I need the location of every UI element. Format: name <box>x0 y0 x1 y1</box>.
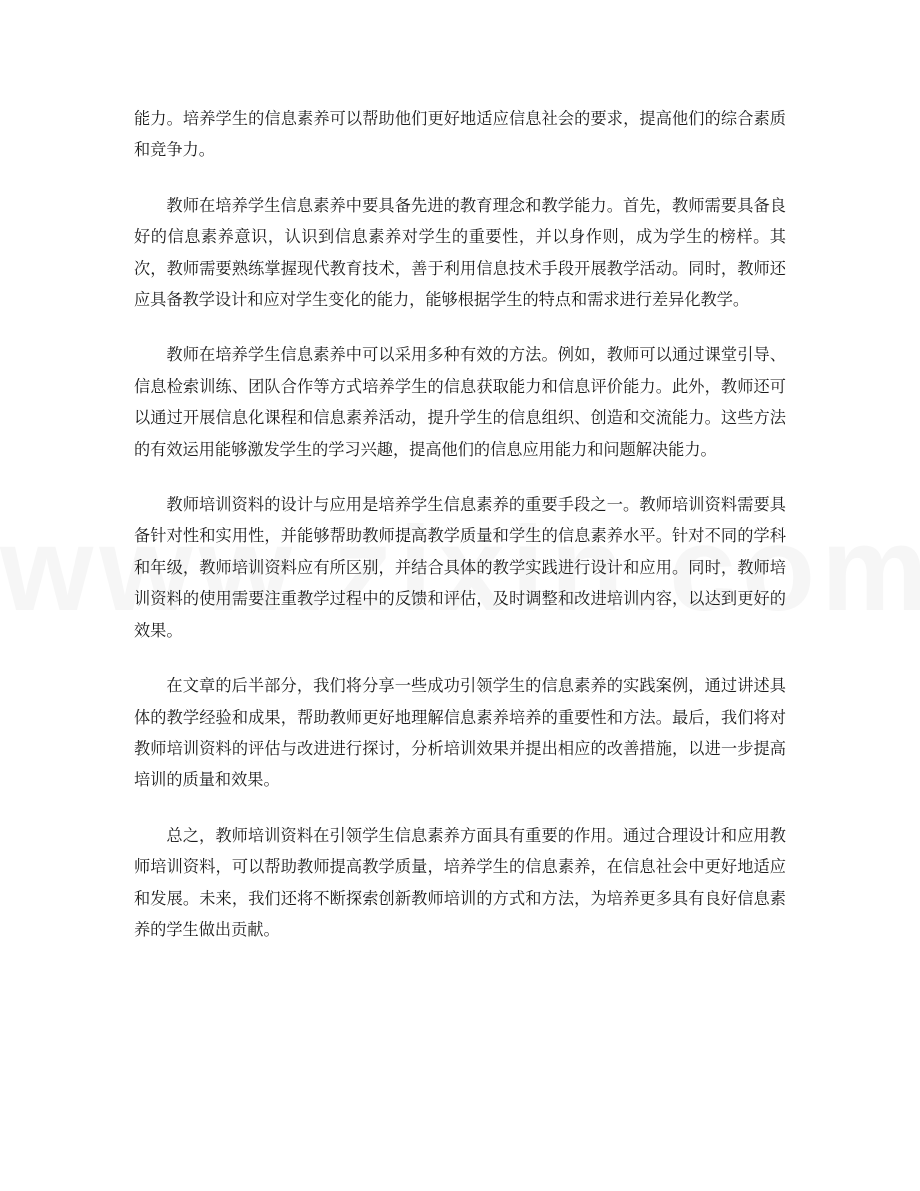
paragraph-training-materials: 教师培训资料的设计与应用是培养学生信息素养的重要手段之一。教师培训资料需要具备针对性和实用性，并能够帮助教师提高教学质量和学生的信息素养水平。针对不同的学科和年级，教师培训资料应有所区别，并结合具体的教学实践进行设计和应用。同时，教师培训资料的使用需要注重教学过程中的反馈和评估，及时调整和改进培训内容，以达到更好的效果。 <box>134 495 786 640</box>
paragraph-second-half-preview: 在文章的后半部分，我们将分享一些成功引领学生的信息素养的实践案例，通过讲述具体的教学经验和成果，帮助教师更好地理解信息素养培养的重要性和方法。最后，我们将对教师培训资料的评估与改进进行探讨，分析培训效果并提出相应的改善措施，以进一步提高培训的质量和效果。 <box>134 676 786 790</box>
document-body <box>134 103 786 969</box>
paragraph-continued: 能力。培养学生的信息素养可以帮助他们更好地适应信息社会的要求，提高他们的综合素质和竞争力。 <box>134 109 786 160</box>
paragraph-teaching-methods: 教师在培养学生信息素养中可以采用多种有效的方法。例如，教师可以通过课堂引导、信息检索训练、团队合作等方式培养学生的信息获取能力和信息评价能力。此外，教师还可以通过开展信息化课程和信息素养活动，提升学生的信息组织、创造和交流能力。这些方法的有效运用能够激发学生的学习兴趣，提高他们的信息应用能力和问题解决能力。 <box>134 345 786 459</box>
paragraph-conclusion: 总之，教师培训资料在引领学生信息素养方面具有重要的作用。通过合理设计和应用教师培训资料，可以帮助教师提高教学质量，培养学生的信息素养，在信息社会中更好地适应和发展。未来，我们还将不断探索创新教师培训的方式和方法，为培养更多具有良好信息素养的学生做出贡献。 <box>134 825 786 939</box>
paragraph-teacher-abilities: 教师在培养学生信息素养中要具备先进的教育理念和教学能力。首先，教师需要具备良好的信息素养意识，认识到信息素养对学生的重要性，并以身作则，成为学生的榜样。其次，教师需要熟练掌握现代教育技术，善于利用信息技术手段开展教学活动。同时，教师还应具备教学设计和应对学生变化的能力，能够根据学生的特点和需求进行差异化教学。 <box>134 195 786 310</box>
